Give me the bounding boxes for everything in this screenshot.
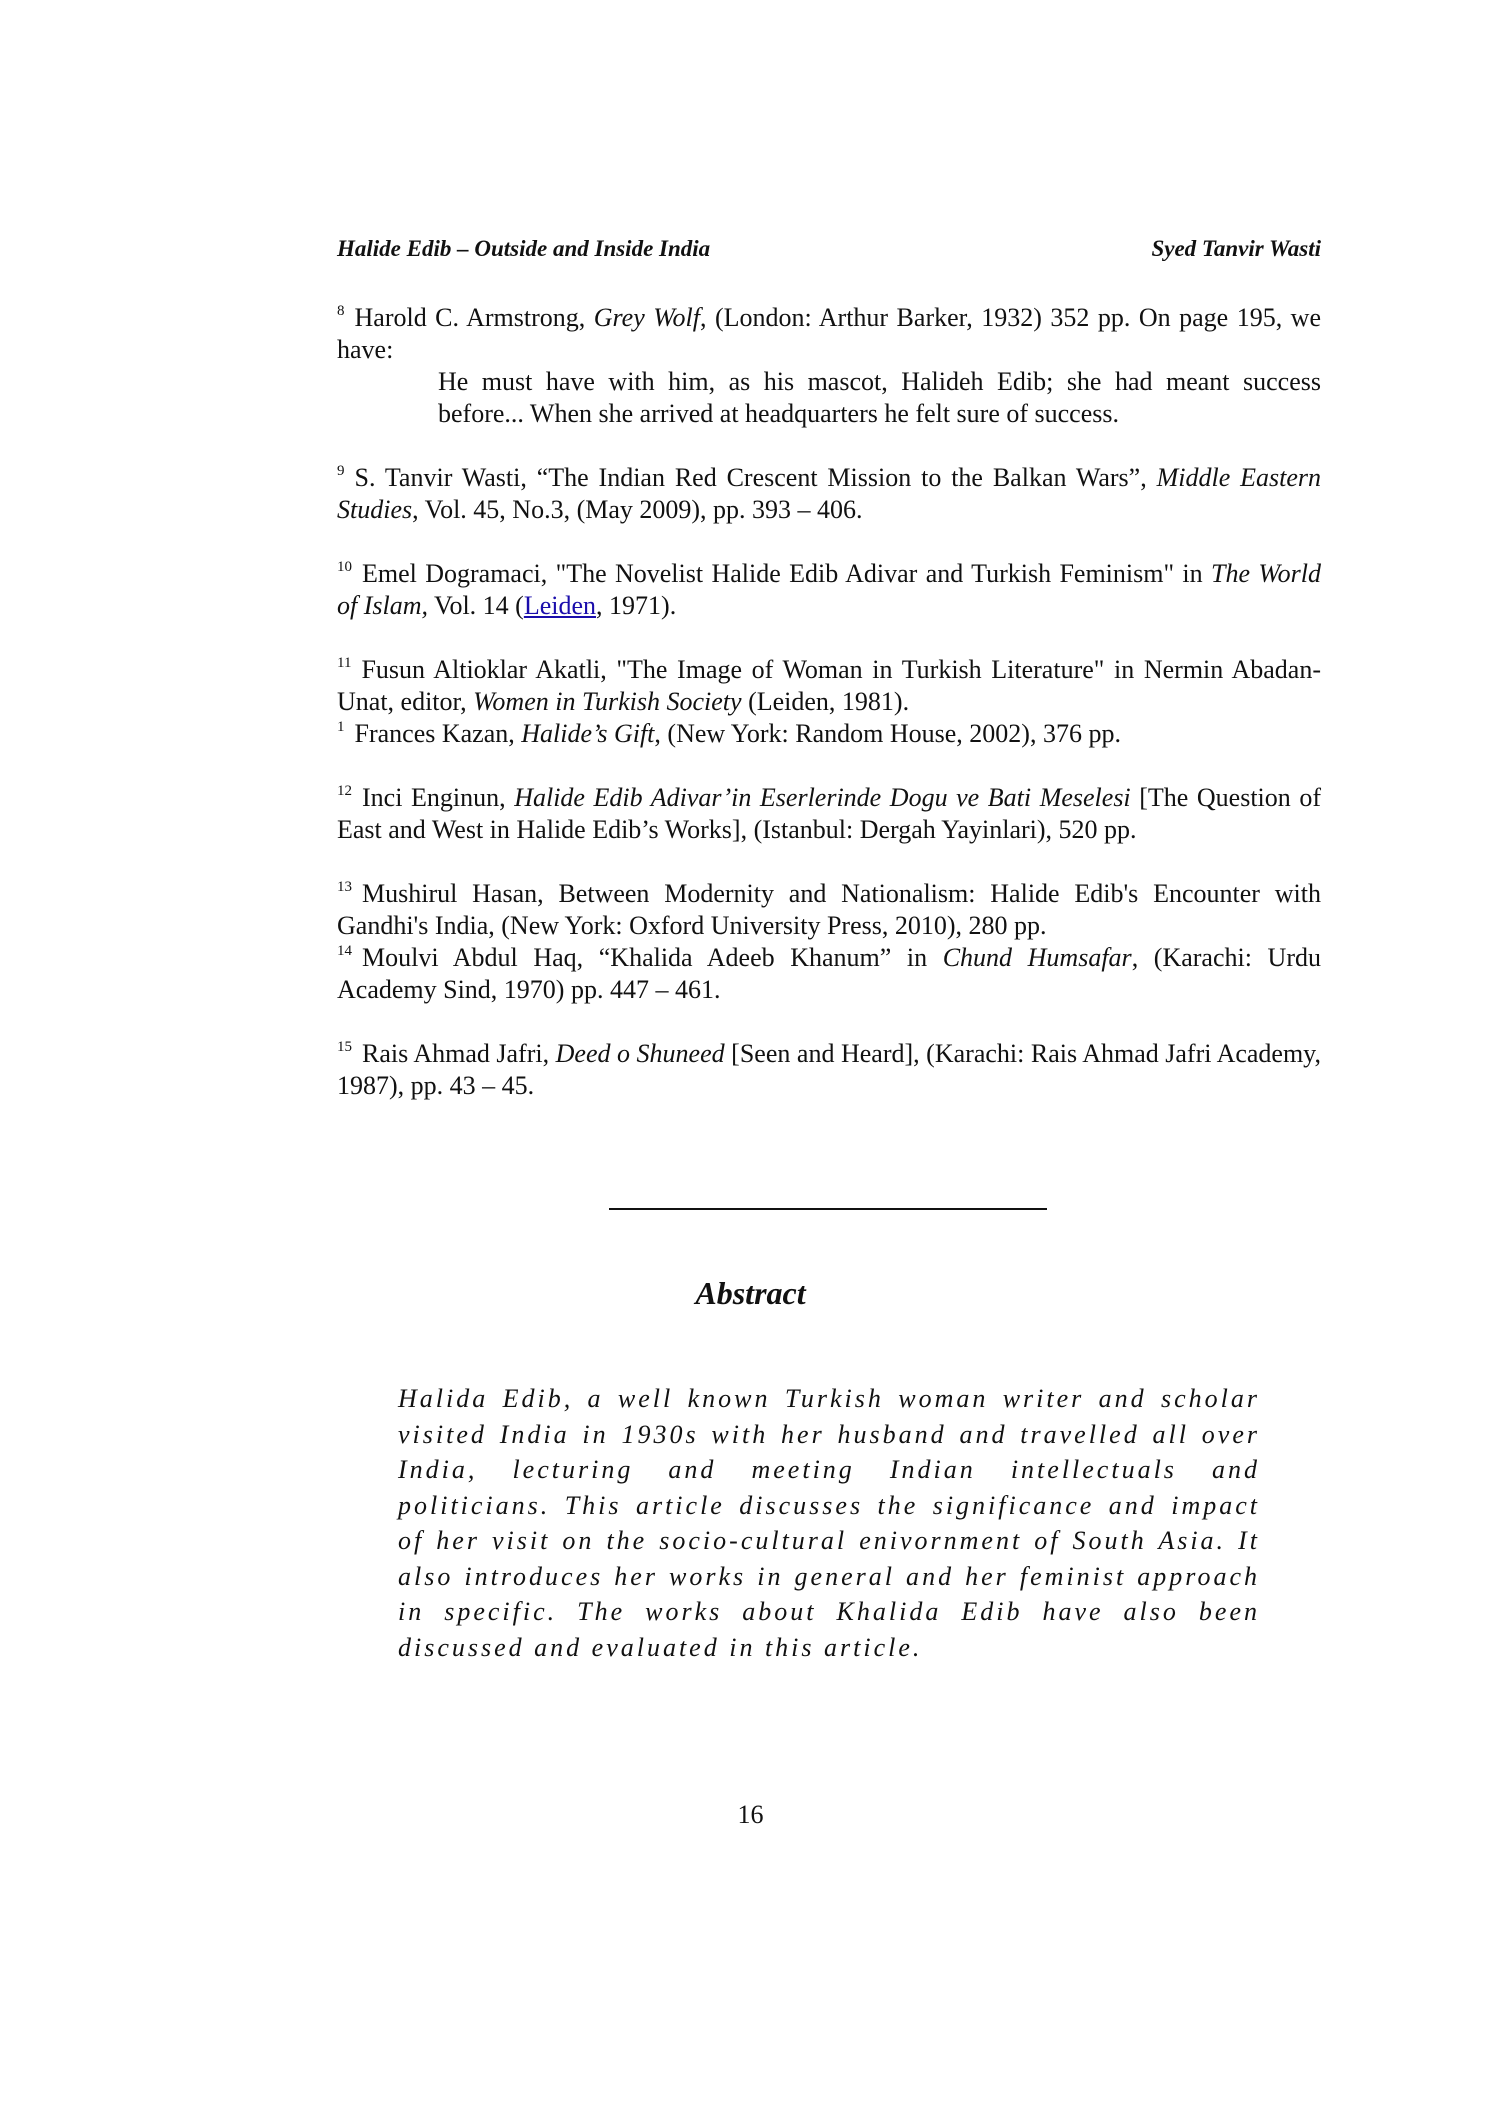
footnote-number: 13 (337, 879, 352, 895)
footnote-number: 1 (337, 719, 345, 735)
footnotes (337, 302, 1321, 1102)
footnote-text: (Leiden, 1981). (741, 687, 910, 716)
footnote-12 (337, 782, 1321, 846)
block-quote: He must have with him, as his mascot, Halideh Edib; she had meant success before... When she arrived at headquarters he felt sure of success. (438, 367, 1321, 428)
footnote-number: 14 (337, 943, 352, 959)
footnote-text: [Seen and Heard], (Karachi: Rais Ahmad Jafri Academy, 1987), pp. 43 – 45. (337, 1039, 1321, 1100)
footnote-number: 11 (337, 655, 352, 671)
footnote-title: Deed o Shuneed (555, 1039, 725, 1068)
footnote-text: Harold C. Armstrong, (354, 303, 594, 332)
footnote-15 (337, 1038, 1321, 1102)
footnote-text: Rais Ahmad Jafri, (362, 1039, 556, 1068)
footnote-9 (337, 462, 1321, 526)
footnote-text: , (Karachi: Urdu Academy Sind, 1970) pp. 447 – 461. (337, 943, 1321, 1004)
footnote-text: Fusun Altioklar Akatli, "The Image of Woman in Turkish Literature" in Nermin Abadan-Unat, editor, (337, 655, 1321, 716)
footnote-text: , (London: Arthur Barker, 1932) 352 pp. On page 195, we have: (337, 303, 1321, 364)
footnote-title: Halide’s Gift (521, 719, 655, 748)
abstract-text: Halida Edib, a well known Turkish woman writer and scholar visited India in 1930s with her husband and travelled all over India, lecturing and meeting Indian intellectuals and politicians. This article discusses the significance and impact of her visit on the socio-cultural enivornment of South Asia. It also introduces her works in general and her feminist approach in specific. The works about Khalida Edib have also been discussed and evaluated in this article. (398, 1384, 1260, 1662)
abstract-heading: Abstract (695, 1275, 806, 1311)
footnote-11 (337, 654, 1321, 718)
section-divider (609, 1208, 1047, 1210)
footnote-text: , Vol. 45, No.3, (May 2009), pp. 393 – 406. (412, 495, 863, 524)
footnote-number: 12 (337, 783, 352, 799)
footnote-13 (337, 878, 1321, 942)
leiden-link[interactable]: Leiden (523, 591, 597, 620)
footnote-text: , (New York: Random House, 2002), 376 pp. (654, 719, 1121, 748)
footnote-14 (337, 942, 1321, 1006)
footnote-10 (337, 558, 1321, 622)
footnote-number: 15 (337, 1039, 352, 1055)
page-number: 16 (737, 1800, 764, 1829)
footnote-number: 9 (337, 463, 345, 479)
footnote-text: Moulvi Abdul Haq, “Khalida Adeeb Khanum” in (362, 943, 943, 972)
footnote-text: , 1971). (596, 591, 677, 620)
footnote-title: Halide Edib Adivar’in Eserlerinde Dogu ve Bati Meselesi (514, 783, 1131, 812)
footnote-number: 10 (337, 559, 352, 575)
footnote-text: Frances Kazan, (354, 719, 522, 748)
footnote-text: Inci Enginun, (362, 783, 515, 812)
footnote-1 (337, 718, 1321, 750)
footnote-8 (337, 302, 1321, 366)
footnote-text: [The Question of East and West in Halide Edib’s Works], (Istanbul: Dergah Yayinlari), 520 pp. (337, 783, 1322, 844)
header-author: Syed Tanvir Wasti (1151, 236, 1321, 261)
footnote-number: 8 (337, 303, 345, 319)
footnote-title: Chund Humsafar (942, 943, 1132, 972)
footnote-text: S. Tanvir Wasti, “The Indian Red Crescent Mission to the Balkan Wars”, (354, 463, 1157, 492)
footnote-title: The World of Islam, (337, 559, 1321, 620)
footnote-title: Grey Wolf (593, 303, 700, 332)
footnote-text: Vol. 14 ( (428, 591, 524, 620)
footnote-title: Middle Eastern Studies (337, 463, 1321, 524)
footnote-title: Women in Turkish Society (473, 687, 742, 716)
header-title: Halide Edib – Outside and Inside India (337, 236, 711, 261)
footnote-text: Mushirul Hasan, Between Modernity and Nationalism: Halide Edib's Encounter with Gandhi's India, (New York: Oxford University Press, 2010), 280 pp. (337, 879, 1321, 940)
footnote-text: Emel Dogramaci, "The Novelist Halide Edib Adivar and Turkish Feminism" in (362, 559, 1212, 588)
